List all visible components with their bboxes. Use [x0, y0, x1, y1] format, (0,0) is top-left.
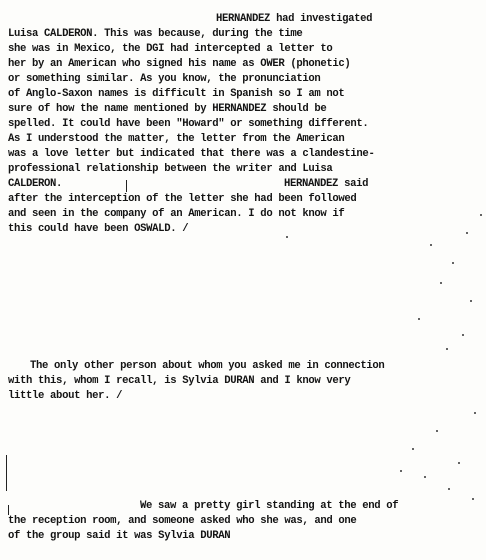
scan-speck: [462, 334, 464, 336]
text-line-11: professional relationship between the writer and Luisa: [8, 163, 333, 175]
text-line-21: the reception room, and someone asked who she was, and one: [8, 515, 357, 527]
scan-speck: [446, 348, 448, 350]
scan-speck: [470, 300, 472, 302]
margin-tick-mark: [8, 505, 9, 515]
scan-speck: [474, 412, 476, 414]
scan-speck: [458, 462, 460, 464]
scan-speck: [466, 232, 468, 234]
text-line-13: HERNANDEZ said: [284, 178, 369, 190]
scan-speck: [452, 262, 454, 264]
text-line-16: this could have been OSWALD. /: [8, 223, 189, 235]
scan-speck: [418, 318, 420, 320]
text-line-1: HERNANDEZ had investigated: [216, 13, 373, 25]
scan-speck: [430, 244, 432, 246]
scan-speck: [412, 448, 414, 450]
scan-speck: [424, 476, 426, 478]
text-line-4: her by an American who signed his name as OWER (phonetic): [8, 58, 351, 70]
text-line-7: sure of how the name mentioned by HERNANDEZ should be: [8, 103, 327, 115]
margin-tick-mark: [6, 455, 7, 491]
scan-speck: [440, 282, 442, 284]
text-line-3: she was in Mexico, the DGI had intercepted a letter to: [8, 43, 333, 55]
text-line-10: was a love letter but indicated that there was a clandestine-: [8, 148, 375, 160]
margin-tick-mark: [126, 180, 127, 192]
scan-speck: [436, 430, 438, 432]
text-line-8: spelled. It could have been "Howard" or something different.: [8, 118, 369, 130]
scan-speck: [286, 236, 288, 238]
text-line-6: of Anglo-Saxon names is difficult in Spanish so I am not: [8, 88, 345, 100]
scan-speck: [480, 214, 482, 216]
text-line-9: As I understood the matter, the letter from the American: [8, 133, 345, 145]
scan-speck: [400, 470, 402, 472]
text-line-15: and seen in the company of an American. I do not know if: [8, 208, 345, 220]
text-line-14: after the interception of the letter she had been followed: [8, 193, 357, 205]
text-line-12: CALDERON.: [8, 178, 63, 190]
text-line-18: with this, whom I recall, is Sylvia DURAN and I know very: [8, 375, 351, 387]
text-line-17: The only other person about whom you asked me in connection: [30, 360, 385, 372]
text-line-22: of the group said it was Sylvia DURAN: [8, 530, 231, 542]
scan-speck: [472, 498, 474, 500]
text-line-19: little about her. /: [8, 390, 123, 402]
text-line-20: We saw a pretty girl standing at the end of: [140, 500, 399, 512]
text-line-5: or something similar. As you know, the pronunciation: [8, 73, 321, 85]
text-line-2: Luisa CALDERON. This was because, during the time: [8, 28, 303, 40]
scan-speck: [448, 488, 450, 490]
